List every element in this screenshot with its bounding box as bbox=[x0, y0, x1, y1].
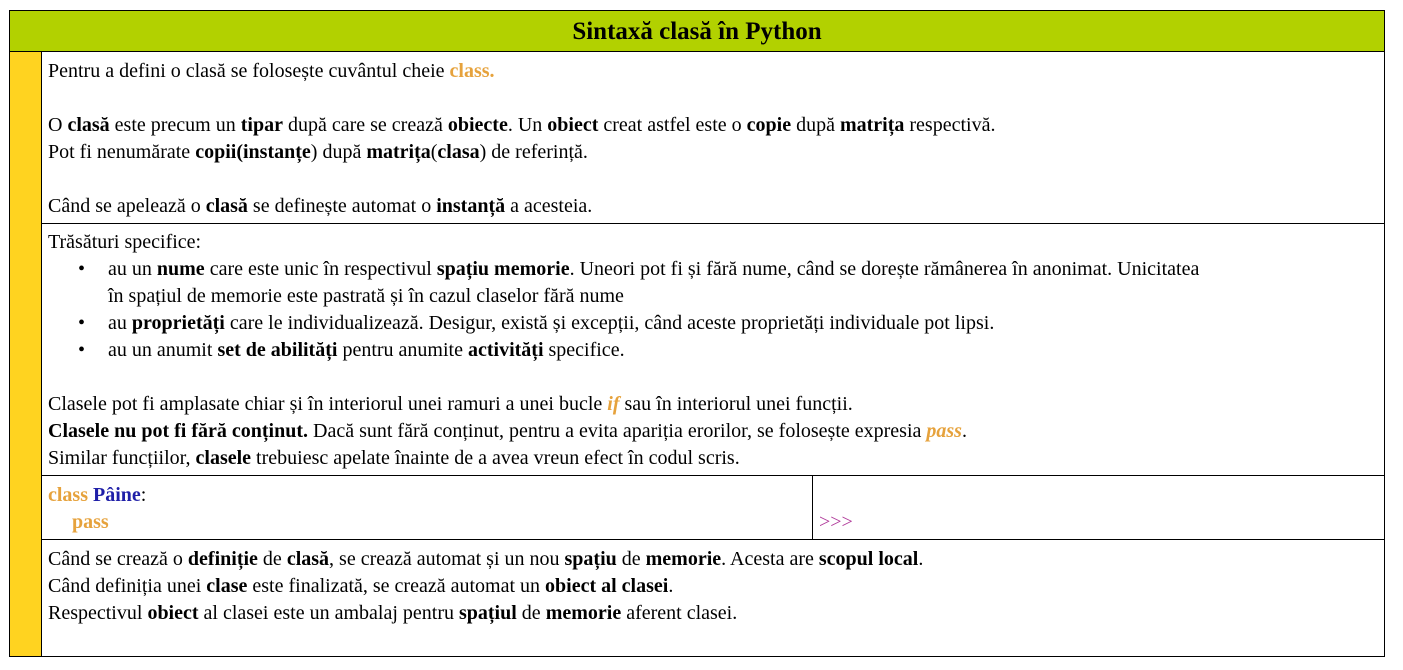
table-title: Sintaxă clasă în Python bbox=[10, 11, 1384, 52]
text: este precum un bbox=[109, 114, 241, 136]
code-editor bbox=[48, 482, 146, 536]
bold-term: clasă bbox=[205, 195, 248, 217]
text: Respectivul bbox=[48, 602, 148, 624]
keyword-pass: pass bbox=[926, 420, 962, 442]
text: . bbox=[668, 575, 674, 597]
keyword-class: class bbox=[48, 484, 88, 506]
keyword-pass: pass bbox=[72, 511, 109, 533]
side-stripe bbox=[10, 52, 42, 656]
text: . bbox=[918, 548, 924, 570]
code-divider bbox=[812, 476, 813, 539]
bold-term: obiecte bbox=[447, 114, 508, 136]
bold-term: clasa bbox=[437, 141, 480, 163]
bold-term: memorie bbox=[545, 602, 622, 624]
text: pentru anumite bbox=[337, 339, 468, 361]
object-line bbox=[48, 573, 1384, 600]
bold-term: obiect bbox=[547, 114, 599, 136]
definition-block bbox=[42, 52, 1384, 224]
text: aferent clasei. bbox=[621, 602, 738, 624]
text: , se crează automat și un nou bbox=[329, 548, 565, 570]
text: specifice. bbox=[543, 339, 625, 361]
keyword-class: class. bbox=[449, 60, 495, 82]
shell-prompt: >>> bbox=[819, 511, 853, 533]
scope-block bbox=[42, 540, 1384, 656]
text: Dacă sunt fără conținut, pentru a evita apariția erorilor, se folosește expresia bbox=[308, 420, 927, 442]
bold-term: clasele bbox=[195, 447, 252, 469]
bold-term: tipar bbox=[240, 114, 283, 136]
bold-term: activități bbox=[467, 339, 544, 361]
text: care le individualizează. Desigur, există și excepții, când aceste proprietăți individuale pot lipsi. bbox=[224, 312, 995, 334]
list-item bbox=[108, 256, 1384, 310]
list-item bbox=[108, 310, 1384, 337]
text: ) după bbox=[310, 141, 367, 163]
bold-term: instanță bbox=[436, 195, 506, 217]
features-list bbox=[48, 256, 1384, 364]
features-block bbox=[42, 224, 1384, 476]
text: ) de referință. bbox=[479, 141, 588, 163]
bold-term: spațiu bbox=[564, 548, 617, 570]
bold-term: obiect al clasei bbox=[545, 575, 669, 597]
bold-term: set de abilități bbox=[217, 339, 338, 361]
list-item bbox=[108, 337, 1384, 364]
keyword-if: if bbox=[607, 393, 620, 415]
scope-line bbox=[48, 546, 1384, 573]
text: după care se crează bbox=[282, 114, 448, 136]
text: de bbox=[516, 602, 546, 624]
text: a acesteia. bbox=[505, 195, 593, 217]
placement-line bbox=[48, 391, 1384, 418]
bold-term: memorie bbox=[645, 548, 722, 570]
class-explanation-line bbox=[48, 112, 1384, 139]
code-example-row bbox=[42, 476, 1384, 540]
bold-term: matrița bbox=[366, 141, 431, 163]
bold-term: spațiul bbox=[458, 602, 517, 624]
text: Clasele pot fi amplasate chiar și în interiorul unei ramuri a unei bucle bbox=[48, 393, 608, 415]
text: au bbox=[108, 312, 132, 334]
colon: : bbox=[140, 484, 147, 506]
text: . Uneori pot fi și fără nume, când se dorește rămânerea în anonimat. Unicitatea bbox=[569, 258, 1200, 280]
text: trebuiesc apelate înainte de a avea vreun efect în codul scris. bbox=[251, 447, 740, 469]
bold-term: proprietăți bbox=[131, 312, 225, 334]
text: respectivă. bbox=[904, 114, 996, 136]
text: sau în interiorul unei funcții. bbox=[619, 393, 853, 415]
text: de bbox=[616, 548, 646, 570]
class-name: Pâine bbox=[93, 484, 141, 506]
text: creat astfel este o bbox=[598, 114, 747, 136]
text: se definește automat o bbox=[247, 195, 437, 217]
text: O bbox=[48, 114, 68, 136]
text: Pentru a defini o clasă se folosește cuvântul cheie bbox=[48, 60, 450, 82]
copies-line bbox=[48, 139, 1384, 166]
bold-term: spațiu memorie bbox=[436, 258, 570, 280]
bold-term: matrița bbox=[839, 114, 905, 136]
wrapper-line bbox=[48, 600, 1384, 627]
bold-term: clasă bbox=[67, 114, 110, 136]
bold-term: Clasele nu pot fi fără conținut. bbox=[48, 420, 308, 442]
bold-term: ( bbox=[236, 141, 243, 163]
text: au un bbox=[108, 258, 157, 280]
call-line bbox=[48, 445, 1384, 472]
text: . Acesta are bbox=[721, 548, 819, 570]
text: Similar funcțiilor, bbox=[48, 447, 196, 469]
content-line bbox=[48, 418, 1384, 445]
text: este finalizată, se crează automat un bbox=[247, 575, 546, 597]
text: au un anumit bbox=[108, 339, 218, 361]
text: de bbox=[257, 548, 287, 570]
features-heading: Trăsături specifice: bbox=[48, 231, 202, 253]
text: . Un bbox=[507, 114, 548, 136]
text: Când se apelează o bbox=[48, 195, 206, 217]
definition-line bbox=[48, 58, 1384, 85]
instance-line bbox=[48, 193, 1384, 220]
bold-term: nume bbox=[156, 258, 205, 280]
bold-term: scopul local bbox=[818, 548, 919, 570]
text: Când definiția unei bbox=[48, 575, 207, 597]
text: în spațiul de memorie este pastrată și în cazul claselor fără nume bbox=[108, 285, 624, 307]
bold-term: clasă bbox=[286, 548, 330, 570]
bold-term: obiect bbox=[147, 602, 199, 624]
bold-term: clase bbox=[206, 575, 248, 597]
text: Când se crează o bbox=[48, 548, 188, 570]
bold-term: copii bbox=[195, 141, 237, 163]
text: care este unic în respectivul bbox=[204, 258, 437, 280]
text: . bbox=[961, 420, 967, 442]
bold-term: instanțe bbox=[242, 141, 311, 163]
text: al clasei este un ambalaj pentru bbox=[198, 602, 459, 624]
text: ( bbox=[430, 141, 438, 163]
bold-term: copie bbox=[746, 114, 792, 136]
bold-term: definiție bbox=[187, 548, 258, 570]
text: după bbox=[791, 114, 840, 136]
text: Pot fi nenumărate bbox=[48, 141, 196, 163]
syntax-table bbox=[9, 10, 1385, 657]
